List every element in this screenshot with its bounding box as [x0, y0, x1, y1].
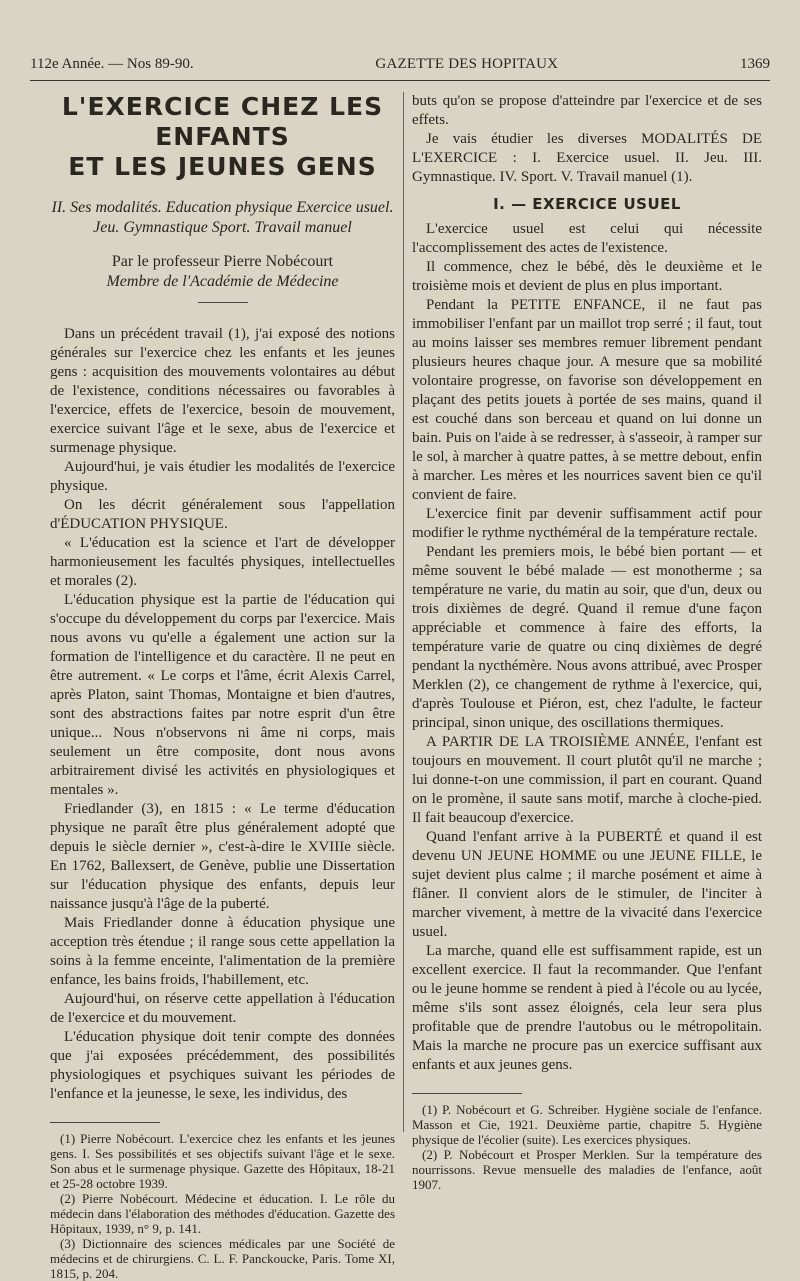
title-line-1: L'EXERCICE CHEZ LES ENFANTS — [61, 92, 384, 151]
paragraph: L'exercice usuel est celui qui nécessite l'accomplissement des actes de l'existence. — [412, 221, 762, 256]
footnote-rule — [50, 1122, 160, 1123]
left-column — [50, 92, 395, 1281]
article-title — [50, 92, 395, 182]
footnote: (2) P. Nobécourt et Prosper Merklen. Sur la température des nourrissons. Revue mensuelle des maladies de l'enfance, août 1907. — [412, 1147, 762, 1192]
author-affiliation: Membre de l'Académie de Médecine — [106, 273, 339, 290]
paragraph: On les décrit généralement sous l'appellation d'ÉDUCATION PHYSIQUE. — [50, 497, 395, 532]
footnote: (1) P. Nobécourt et G. Schreiber. Hygiène sociale de l'enfance. Masson et Cie, 1921. Deuxième partie, chapitre 5. Hygiène physique de l'écolier (suite). Les exercices physiques. — [412, 1102, 762, 1147]
paragraph: A PARTIR DE LA TROISIÈME ANNÉE, l'enfant est toujours en mouvement. Il court plutôt qu'il ne marche ; lui donne-t-on une commission, il part en courant. Quand on le promène, il saute sans motif, marche à cloche-pied. Il fait beaucoup d'exercice. — [412, 734, 762, 826]
footnote: (3) Dictionnaire des sciences médicales par une Société de médecins et de chirurgiens. C. L. F. Panckoucke, Paris. Tome XI, 1815, p. 204. — [50, 1236, 395, 1281]
paragraph: L'éducation physique est la partie de l'éducation qui s'occupe du développement du corps par l'exercice. Mais nous avons vu qu'elle a également une action sur la formation de l'intelligence et du caractère. Il ne peut en être autrement. « Le corps et l'âme, écrit Alexis Carrel, après Platon, saint Thomas, Montaigne et bien d'autres, sont des abstractions faites par notre esprit d'un être unique... Nous n'observons ni âme ni corps, mais seulement un être composite, dont nous avons arbitrairement divisé les activités en physiologiques et mentales ». — [50, 592, 395, 798]
footnote: (1) Pierre Nobécourt. L'exercice chez les enfants et les jeunes gens. I. Ses possibilités et ses objectifs suivant l'âge et le sexe. Son abus et le surmenage physique. Gazette des Hôpitaux, 18-21 et 25-28 octobre 1939. — [50, 1131, 395, 1191]
paragraph: L'exercice finit par devenir suffisamment actif pour modifier le rythme nycthéméral de la température rectale. — [412, 506, 762, 541]
paragraph: buts qu'on se propose d'atteindre par l'exercice et de ses effets. — [412, 93, 762, 128]
issue-number: 112e Année. — Nos 89-90. — [30, 56, 194, 72]
title-rule — [198, 302, 248, 303]
paragraph: L'éducation physique doit tenir compte des données que j'ai exposées précédemment, des possibilités physiologiques et psychiques suivant les périodes de l'enfance et la jeunesse, le sexe, les individus, des — [50, 1029, 395, 1102]
right-column — [412, 92, 762, 1192]
footnote: (2) Pierre Nobécourt. Médecine et éducation. I. Le rôle du médecin dans l'élaboration des méthodes d'éducation. Gazette des Hôpitaux, 1939, n° 9, p. 141. — [50, 1191, 395, 1236]
journal-title: GAZETTE DES HOPITAUX — [375, 56, 559, 72]
footnote-rule — [412, 1093, 522, 1094]
page-header — [30, 56, 770, 76]
paragraph: Aujourd'hui, je vais étudier les modalités de l'exercice physique. — [50, 459, 395, 494]
paragraph: Pendant la PETITE ENFANCE, il ne faut pas immobiliser l'enfant par un maillot trop serré ; il faut, tout au moins laisser ses membres remuer librement pendant plusieurs heures chaque jour. A mesure que sa mobilité volontaire progresse, on favorise son développement en plaçant des petits jouets à portée de ses mains, quand il est couché dans son berceau et quand on lui donne un bain. Puis on l'aide à se redresser, à s'asseoir, à ramper sur le sol, à marcher à quatre pattes, à se mettre debout, enfin à marcher. Les mères et les nourrices savent bien ce qu'il convient de faire. — [412, 297, 762, 503]
header-rule — [30, 80, 770, 81]
paragraph: Pendant les premiers mois, le bébé bien portant — et même souvent le bébé malade — est monotherme ; sa température ne varie, du matin au soir, que d'un, deux ou trois dixièmes de degré. Quand il remue d'une façon appréciable et commence à faire des efforts, la température varie de quatre ou cinq dixièmes de degré pendant la nycthémère. Nous avons attribué, avec Prosper Merklen (2), ce changement de rythme à l'exercice, qui, d'après Toulouse et Piéron, est, chez l'adulte, le facteur principal, sinon unique, des oscillations thermiques. — [412, 544, 762, 731]
paragraph: « L'éducation est la science et l'art de développer harmonieusement les facultés physiques, intellectuelles et morales (2). — [50, 535, 395, 589]
paragraph: Je vais étudier les diverses MODALITÉS DE L'EXERCICE : I. Exercice usuel. II. Jeu. III. Gymnastique. IV. Sport. V. Travail manuel (1). — [412, 131, 762, 185]
paragraph: Aujourd'hui, on réserve cette appellation à l'éducation de l'exercice et du mouvement. — [50, 991, 395, 1026]
author-byline: Par le professeur Pierre Nobécourt — [111, 253, 334, 270]
page-number: 1369 — [740, 56, 770, 72]
section-heading: I. — EXERCICE USUEL — [493, 195, 681, 213]
paragraph: Mais Friedlander donne à éducation physique une acception très étendue ; il range sous cette appellation la soins à la femme enceinte, l'alimentation de la première enfance, les bains froids, l'habillement, etc. — [50, 915, 395, 988]
article-subtitle: II. Ses modalités. Education physique Exercice usuel. Jeu. Gymnastique Sport. Travail manuel — [51, 199, 394, 236]
paragraph: Friedlander (3), en 1815 : « Le terme d'éducation physique ne paraît être plus généralement adopté que depuis le siècle dernier », c'est-à-dire le XVIIIe siècle. En 1762, Ballexsert, de Genève, publie une Dissertation sur l'éducation physique des enfants, depuis leur naissance jusqu'à l'âge de la puberté. — [50, 801, 395, 912]
column-divider — [403, 92, 404, 1132]
paragraph: Dans un précédent travail (1), j'ai exposé des notions générales sur l'exercice chez les enfants et les jeunes gens : acquisition des mouvements volontaires au début de l'existence, conditions nécessaires ou favorables à l'exercice, effets de l'exercice, besoin de mouvement, exercice suivant l'âge et le sexe, abus de l'exercice et surmenage physique. — [50, 326, 395, 456]
paragraph: Quand l'enfant arrive à la PUBERTÉ et quand il est devenu UN JEUNE HOMME ou une JEUNE FILLE, le sujet devient plus calme ; il marche posément et aime à flâner. Il convient alors de le stimuler, de l'inciter à marcher vivement, à mettre de la vivacité dans l'exercice usuel. — [412, 829, 762, 940]
paragraph: La marche, quand elle est suffisamment rapide, est un excellent exercice. Il faut la recommander. Que l'enfant ou le jeune homme se rendent à pied à l'école ou au lycée, même s'ils sont assez éloignés, cela leur sera plus profitable que de prendre l'autobus ou le métropolitain. Mais la marche ne procure pas un exercice suffisant aux enfants et aux jeunes gens. — [412, 943, 762, 1073]
paragraph: Il commence, chez le bébé, dès le deuxième et le troisième mois et devient de plus en plus important. — [412, 259, 762, 294]
title-line-2: ET LES JEUNES GENS — [68, 152, 377, 181]
